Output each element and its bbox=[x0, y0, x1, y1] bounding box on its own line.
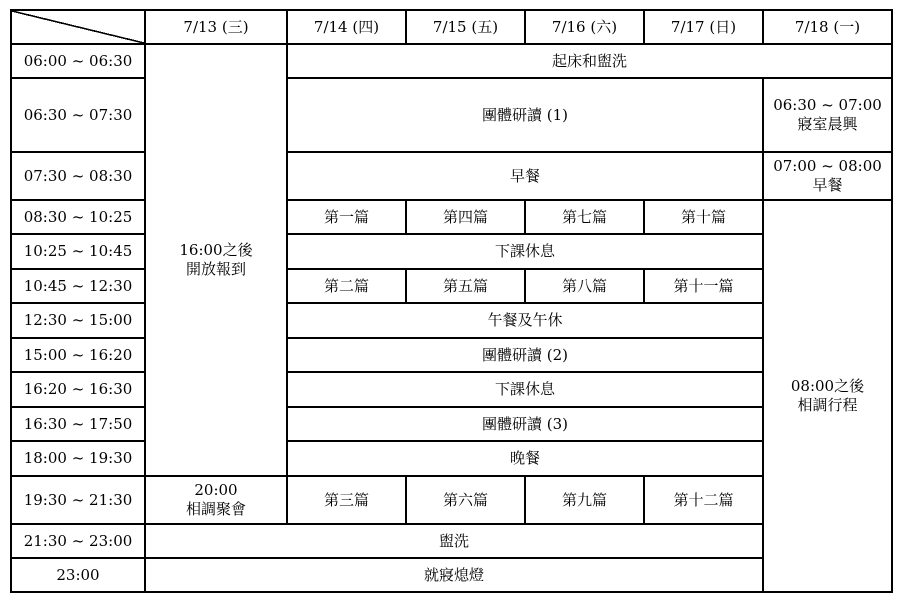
day-header: 7/17 (日) bbox=[644, 10, 763, 44]
chapter-cell: 第八篇 bbox=[525, 269, 644, 303]
time-slot: 19:30 ~ 21:30 bbox=[11, 476, 145, 524]
lights-out-cell: 就寢熄燈 bbox=[145, 558, 763, 592]
chapter-cell: 第一篇 bbox=[287, 200, 406, 234]
chapter-cell: 第五篇 bbox=[406, 269, 525, 303]
time-slot: 06:30 ~ 07:30 bbox=[11, 78, 145, 152]
chapter-cell: 第十篇 bbox=[644, 200, 763, 234]
schedule-row bbox=[11, 303, 892, 338]
schedule-row bbox=[11, 372, 892, 407]
group-study-3-cell: 團體研讀 (3) bbox=[287, 407, 763, 441]
schedule-row bbox=[11, 200, 892, 234]
class-break-cell: 下課休息 bbox=[287, 372, 763, 407]
class-break-cell: 下課休息 bbox=[287, 234, 763, 269]
time-slot: 23:00 bbox=[11, 558, 145, 592]
washing-cell: 盥洗 bbox=[145, 524, 763, 558]
schedule-row bbox=[11, 152, 892, 200]
schedule-row bbox=[11, 441, 892, 476]
group-study-1-cell: 團體研讀 (1) bbox=[287, 78, 763, 152]
schedule-table bbox=[10, 9, 893, 593]
schedule-row bbox=[11, 269, 892, 303]
schedule-row bbox=[11, 558, 892, 592]
chapter-cell: 第十一篇 bbox=[644, 269, 763, 303]
chapter-cell: 第六篇 bbox=[406, 476, 525, 524]
time-slot: 10:45 ~ 12:30 bbox=[11, 269, 145, 303]
time-slot: 21:30 ~ 23:00 bbox=[11, 524, 145, 558]
time-slot: 08:30 ~ 10:25 bbox=[11, 200, 145, 234]
day-header: 7/18 (一) bbox=[763, 10, 892, 44]
day-header: 7/13 (三) bbox=[145, 10, 287, 44]
time-slot: 07:30 ~ 08:30 bbox=[11, 152, 145, 200]
day-header: 7/16 (六) bbox=[525, 10, 644, 44]
day-header: 7/14 (四) bbox=[287, 10, 406, 44]
chapter-cell: 第二篇 bbox=[287, 269, 406, 303]
time-slot: 12:30 ~ 15:00 bbox=[11, 303, 145, 338]
dinner-cell: 晚餐 bbox=[287, 441, 763, 476]
corner-cell bbox=[11, 10, 145, 44]
schedule-row bbox=[11, 476, 892, 524]
group-study-2-cell: 團體研讀 (2) bbox=[287, 338, 763, 372]
lunch-cell: 午餐及午休 bbox=[287, 303, 763, 338]
time-slot: 18:00 ~ 19:30 bbox=[11, 441, 145, 476]
time-slot: 15:00 ~ 16:20 bbox=[11, 338, 145, 372]
chapter-cell: 第九篇 bbox=[525, 476, 644, 524]
chapter-cell: 第十二篇 bbox=[644, 476, 763, 524]
chapter-cell: 第四篇 bbox=[406, 200, 525, 234]
schedule-row bbox=[11, 338, 892, 372]
day1-gathering-cell: 20:00 相調聚會 bbox=[145, 476, 287, 524]
time-slot: 16:30 ~ 17:50 bbox=[11, 407, 145, 441]
chapter-cell: 第三篇 bbox=[287, 476, 406, 524]
day6-breakfast-cell: 07:00 ~ 08:00 早餐 bbox=[763, 152, 892, 200]
chapter-cell: 第七篇 bbox=[525, 200, 644, 234]
schedule-row bbox=[11, 44, 892, 78]
wake-up-cell: 起床和盥洗 bbox=[287, 44, 892, 78]
time-slot: 16:20 ~ 16:30 bbox=[11, 372, 145, 407]
day1-checkin-cell: 16:00之後 開放報到 bbox=[145, 44, 287, 476]
breakfast-cell: 早餐 bbox=[287, 152, 763, 200]
schedule-row bbox=[11, 234, 892, 269]
schedule-row bbox=[11, 407, 892, 441]
schedule-row bbox=[11, 78, 892, 152]
schedule-row bbox=[11, 524, 892, 558]
header-row bbox=[11, 10, 892, 44]
time-slot: 10:25 ~ 10:45 bbox=[11, 234, 145, 269]
day6-dorm-morning-cell: 06:30 ~ 07:00 寢室晨興 bbox=[763, 78, 892, 152]
time-slot: 06:00 ~ 06:30 bbox=[11, 44, 145, 78]
day-header: 7/15 (五) bbox=[406, 10, 525, 44]
day6-afterwards-cell: 08:00之後 相調行程 bbox=[763, 200, 892, 592]
